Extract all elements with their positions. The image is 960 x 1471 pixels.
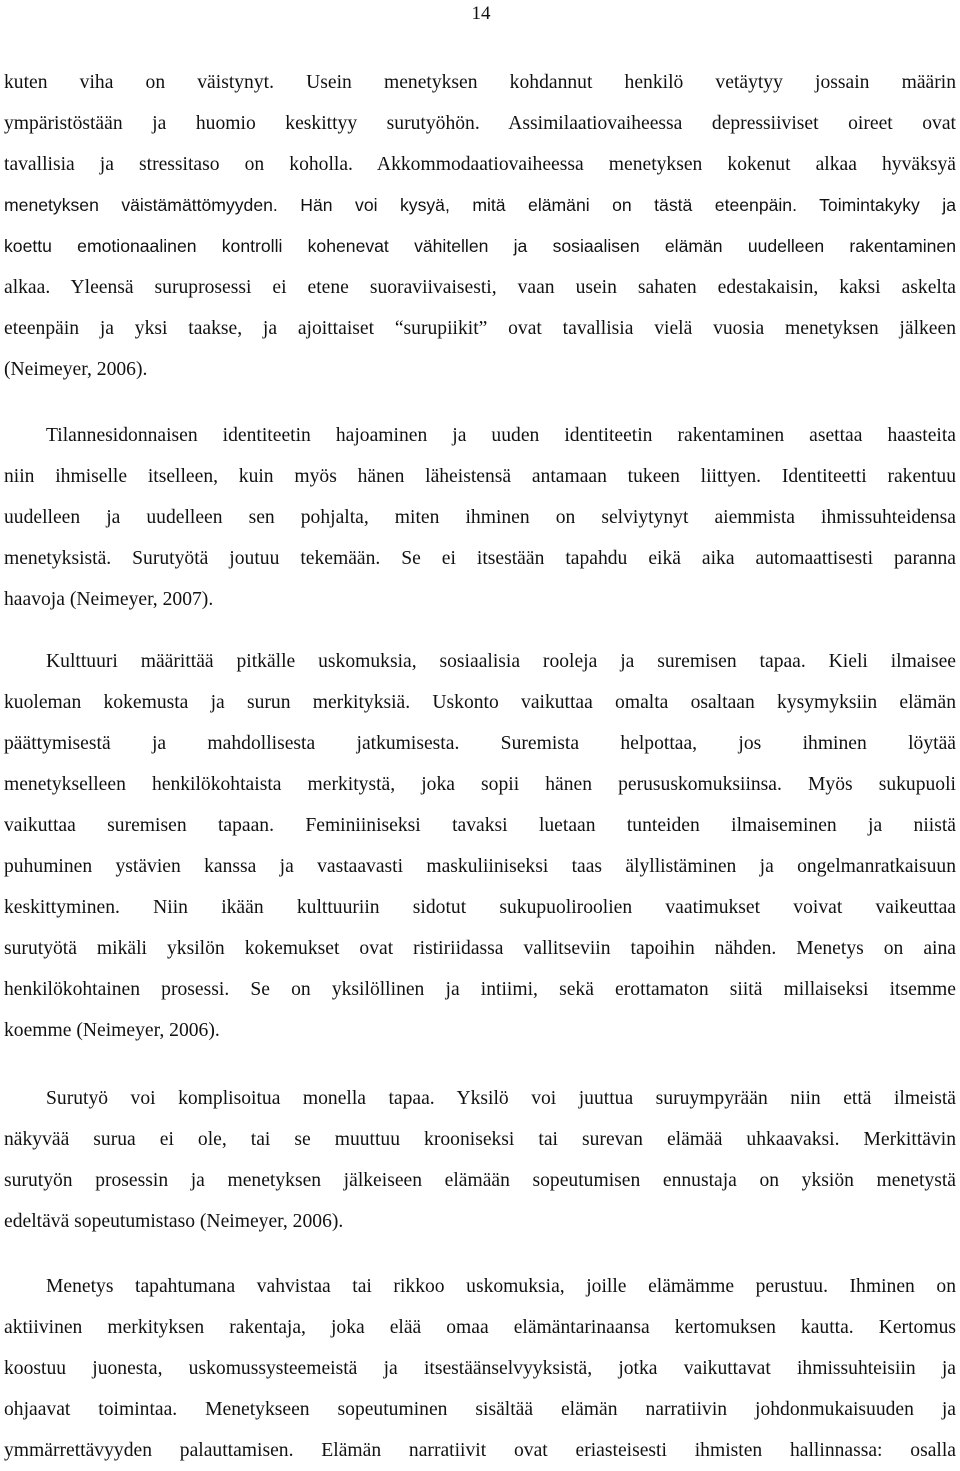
paragraph-line: menetykselleen henkilökohtaista merkitystä, joka sopii hänen perususkomuksiinsa. Myös sukupuoli (4, 774, 956, 795)
paragraph-line: tavallisia ja stressitaso on koholla. Akkommodaatiovaiheessa menetyksen kokenut alkaa hyväksyä (4, 154, 956, 175)
paragraph-line: alkaa. Yleensä suruprosessi ei etene suoraviivaisesti, vaan usein sahaten edestakaisin, kaksi askelta (4, 277, 956, 298)
paragraph-line: edeltävä sopeutumistaso (Neimeyer, 2006). (4, 1211, 344, 1232)
paragraph-line: surutyön prosessin ja menetyksen jälkeiseen elämään sopeutumisen ennustaja on yksiön menetystä (4, 1170, 956, 1191)
paragraph-line: kuoleman kokemusta ja surun merkityksiä. Uskonto vaikuttaa omalta osaltaan kysymyksiin elämän (4, 692, 956, 713)
page-number: 14 (471, 3, 491, 24)
paragraph-line: uudelleen ja uudelleen sen pohjalta, miten ihminen on selviytynyt aiemmista ihmissuhteidensa (4, 507, 956, 528)
paragraph-line: ohjaavat toimintaa. Menetykseen sopeutuminen sisältää elämän narratiivin johdonmukaisuuden ja (4, 1399, 956, 1420)
paragraph-line: puhuminen ystävien kanssa ja vastaavasti maskuliiniseksi taas älyllistäminen ja ongelmanratkaisuun (4, 856, 956, 877)
paragraph-line: haavoja (Neimeyer, 2007). (4, 589, 214, 610)
paragraph-line: henkilökohtainen prosessi. Se on yksilöllinen ja intiimi, sekä erottamaton siitä millaiseksi itsemme (4, 979, 956, 1000)
paragraph-line: Tilannesidonnaisen identiteetin hajoaminen ja uuden identiteetin rakentaminen asettaa haasteita (46, 425, 956, 446)
paragraph-line: päättymisestä ja mahdollisesta jatkumisesta. Suremista helpottaa, jos ihminen löytää (4, 733, 956, 754)
paragraph-line: eteenpäin ja yksi taakse, ja ajoittaiset “surupiikit” ovat tavallisia vielä vuosia menetyksen jälkeen (4, 318, 956, 339)
paragraph-line: niin ihmiselle itselleen, kuin myös hänen läheistensä antamaan tukeen liittyen. Identiteetti rakentuu (4, 466, 956, 487)
paragraph-line: Kulttuuri määrittää pitkälle uskomuksia, sosiaalisia rooleja ja suremisen tapaa. Kieli ilmaisee (46, 651, 956, 672)
paragraph-line: menetyksistä. Surutyötä joutuu tekemään. Se ei itsestään tapahdu eikä aika automaattisesti paranna (4, 548, 956, 569)
paragraph-line: surutyötä mikäli yksilön kokemukset ovat ristiriidassa vallitseviin tapoihin nähden. Menetys on aina (4, 938, 956, 959)
paragraph-line: koostuu juonesta, uskomussysteemeistä ja itsestäänselvyyksistä, jotka vaikuttavat ihmissuhteisiin ja (4, 1358, 956, 1379)
paragraph-line: (Neimeyer, 2006). (4, 359, 148, 380)
paragraph-line: Surutyö voi komplisoitua monella tapaa. Yksilö voi juuttua suruympyrään niin että ilmeistä (46, 1088, 956, 1109)
paragraph-2 (4, 415, 956, 620)
paragraph-1 (4, 62, 956, 390)
paragraph-4 (4, 1078, 956, 1242)
paragraph-line: ympäristöstään ja huomio keskittyy surutyöhön. Assimilaatiovaiheessa depressiiviset oireet ovat (4, 113, 956, 134)
paragraph-line: Menetys tapahtumana vahvistaa tai rikkoo uskomuksia, joille elämämme perustuu. Ihminen on (46, 1276, 956, 1297)
paragraph-line: koemme (Neimeyer, 2006). (4, 1020, 220, 1041)
paragraph-line: vaikuttaa suremisen tapaan. Feminiiniseksi tavaksi luetaan tunteiden ilmaiseminen ja niistä (4, 815, 956, 836)
paragraph-line: näkyvää surua ei ole, tai se muuttuu krooniseksi tai surevan elämää uhkaavaksi. Merkittävin (4, 1129, 956, 1150)
paragraph-line: menetyksen väistämättömyyden. Hän voi kysyä, mitä elämäni on tästä eteenpäin. Toimintakyky ja (4, 195, 956, 215)
paragraph-line: ymmärrettävyyden palauttamisen. Elämän narratiivit ovat eriasteisesti ihmisten hallinnassa: osalla (4, 1440, 956, 1461)
paragraph-5 (4, 1266, 956, 1471)
paragraph-line: kuten viha on väistynyt. Usein menetyksen kohdannut henkilö vetäytyy jossain määrin (4, 72, 956, 93)
paragraph-line: keskittyminen. Niin ikään kulttuuriin sidotut sukupuoliroolien vaatimukset voivat vaikeuttaa (4, 897, 956, 918)
paragraph-line: koettu emotionaalinen kontrolli kohenevat vähitellen ja sosiaalisen elämän uudelleen rakentaminen (4, 236, 956, 256)
paragraph-3 (4, 641, 956, 1051)
paragraph-line: aktiivinen merkityksen rakentaja, joka elää omaa elämäntarinaansa kertomuksen kautta. Kertomus (4, 1317, 956, 1338)
